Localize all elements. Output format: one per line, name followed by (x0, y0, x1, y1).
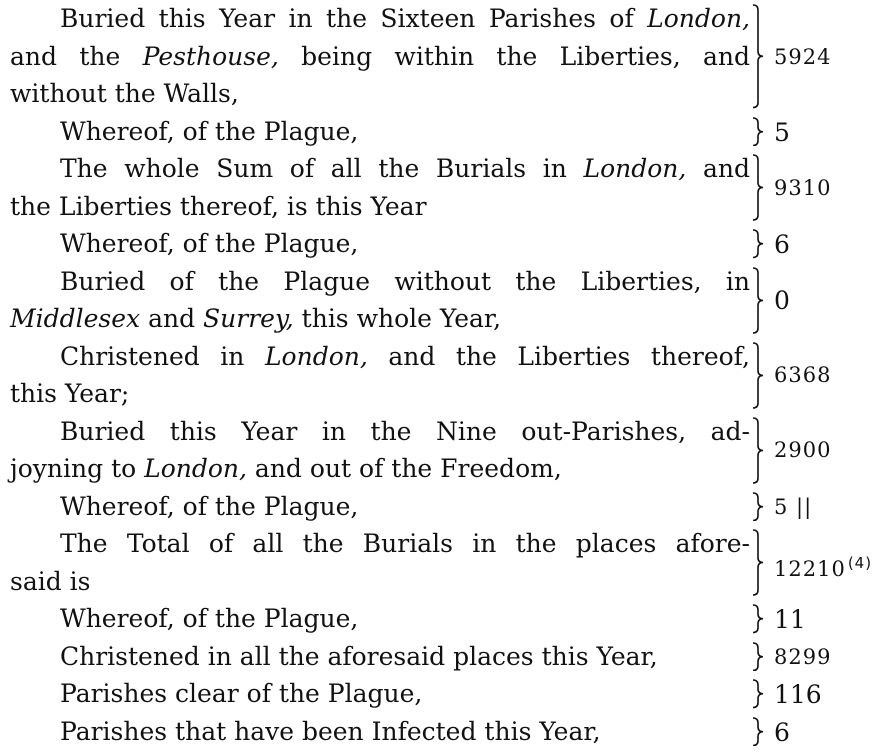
entry-value (774, 714, 790, 752)
entry-line (10, 38, 750, 76)
entry-line (10, 338, 750, 376)
entry-line (10, 488, 750, 526)
entry-value (774, 601, 806, 639)
value-number: 5924 (774, 44, 832, 69)
footnote-marker: (4) (847, 553, 873, 572)
entry-value (774, 545, 872, 589)
entry-line (10, 150, 750, 188)
entry-value (774, 226, 790, 264)
entry-text (10, 600, 750, 638)
text-run: Whereof, of the Plague, (60, 229, 359, 258)
text-run: Whereof, of the Plague, (60, 491, 359, 521)
value-number: 9310 (774, 175, 832, 200)
italic-term: London, (647, 4, 750, 33)
curly-brace-icon (752, 604, 764, 634)
curly-brace-icon (752, 642, 764, 672)
entry-text (10, 525, 750, 600)
italic-term: Middlesex (10, 304, 141, 333)
entry-text (10, 638, 750, 676)
entry-value (774, 39, 831, 77)
text-run: Parishes clear of the Plague, (60, 679, 423, 708)
entry-line (10, 413, 750, 451)
curly-brace-icon (752, 154, 764, 221)
curly-brace-icon (752, 117, 764, 147)
curly-brace-icon (752, 267, 764, 334)
curly-brace-icon (752, 492, 764, 522)
text-run: the Liberties thereof, is this Year (10, 191, 427, 221)
value-number: 8299 (774, 644, 832, 669)
italic-term: London, (583, 154, 687, 183)
italic-term: London, (144, 454, 247, 483)
entry-value (774, 489, 812, 527)
entry-line (10, 525, 750, 563)
value-number: 6 (774, 230, 790, 259)
entry-line (10, 113, 750, 151)
entry-line (10, 188, 750, 226)
entry-line (10, 263, 750, 301)
register-entry (0, 488, 893, 526)
entry-text (10, 338, 750, 413)
register-entry (0, 150, 893, 225)
entry-text (10, 150, 750, 225)
text-run: and (140, 304, 204, 333)
text-run: this whole Year, (293, 304, 502, 333)
register-entry (0, 638, 893, 676)
entry-value (774, 432, 831, 470)
entry-line (10, 675, 750, 713)
entry-value (774, 282, 790, 320)
entry-text (10, 675, 750, 713)
curly-brace-icon (752, 229, 764, 259)
text-run: this Year; (10, 379, 130, 408)
entry-text (10, 713, 750, 751)
text-run: Christened in all the aforesaid places this Year, (60, 641, 658, 671)
italic-term: London, (264, 341, 368, 371)
entry-text (10, 263, 750, 338)
text-run: without the Walls, (10, 79, 239, 108)
value-number: 5 (774, 117, 790, 147)
value-number: 116 (774, 680, 822, 709)
text-run: Buried of the Plague without the Liberties, in (60, 266, 750, 296)
curly-brace-icon (752, 679, 764, 709)
value-number: 6 (774, 717, 790, 747)
entry-line (10, 225, 750, 263)
text-run: Christened in (60, 341, 265, 371)
italic-term: Surrey, (203, 304, 294, 333)
entry-line (10, 713, 750, 751)
register-entry (0, 338, 893, 413)
entry-line (10, 375, 750, 413)
entry-line (10, 300, 750, 338)
entry-line (10, 563, 750, 601)
text-run: and (686, 154, 750, 183)
register-entry (0, 600, 893, 638)
register-entry (0, 675, 893, 713)
entry-text (10, 488, 750, 526)
entry-value (774, 170, 831, 208)
value-number: 2900 (774, 438, 832, 463)
curly-brace-icon (752, 417, 764, 484)
register-entry (0, 525, 893, 600)
entry-line (10, 0, 750, 38)
entry-line (10, 638, 750, 676)
text-run: Buried this Year in the Nine out-Parishes, ad- (60, 416, 750, 446)
entry-text (10, 413, 750, 488)
text-run: joyning to (10, 454, 145, 483)
text-run: Buried this Year in the Sixteen Parishes of (60, 4, 648, 33)
entry-value (774, 639, 831, 677)
entry-line (10, 600, 750, 638)
register-entry (0, 0, 893, 113)
curly-brace-icon (752, 529, 764, 596)
curly-brace-icon (752, 4, 764, 109)
register-entry (0, 113, 893, 151)
entry-line (10, 75, 750, 113)
register-entry (0, 713, 893, 751)
text-run: The whole Sum of all the Burials in (60, 154, 584, 183)
value-number: 12210 (774, 556, 846, 581)
register-entry (0, 413, 893, 488)
text-run: said is (10, 566, 91, 596)
entry-text (10, 113, 750, 151)
value-number: 11 (774, 605, 806, 634)
entry-value (774, 114, 790, 152)
value-number: 6368 (774, 363, 832, 388)
text-run: The Total of all the Burials in the places afore- (60, 529, 750, 558)
value-number: 0 (774, 286, 790, 316)
text-run: being within the Liberties, and (278, 41, 750, 71)
entry-text (10, 0, 750, 113)
entry-text (10, 225, 750, 263)
text-run: and out of the Freedom, (246, 454, 562, 483)
text-run: and the Liberties thereof, (367, 341, 750, 371)
entry-value (774, 676, 822, 714)
entry-line (10, 450, 750, 488)
value-number: 5 || (774, 494, 813, 519)
curly-brace-icon (752, 717, 764, 747)
text-run: Whereof, of the Plague, (60, 116, 359, 146)
italic-term: Pesthouse, (142, 41, 279, 71)
text-run: and the (10, 41, 143, 71)
register-entry (0, 225, 893, 263)
register-entry (0, 263, 893, 338)
text-run: Parishes that have been Infected this Year, (60, 716, 601, 746)
curly-brace-icon (752, 342, 764, 409)
text-run: Whereof, of the Plague, (60, 604, 359, 633)
entry-value (774, 357, 831, 395)
